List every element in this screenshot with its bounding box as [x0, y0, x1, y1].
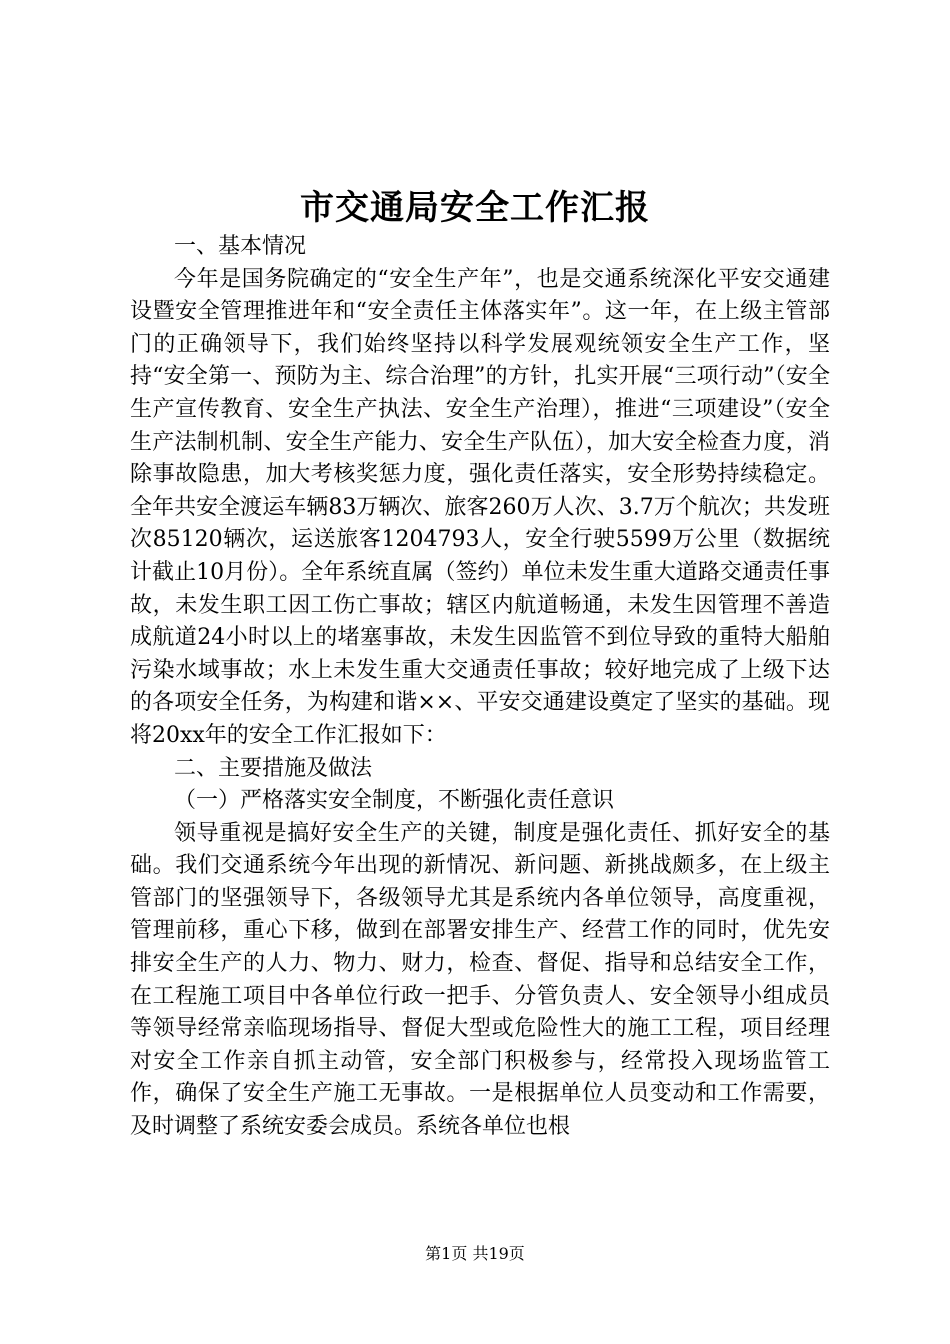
section-heading-main-measures: 二、主要措施及做法	[174, 755, 373, 781]
page-number-footer: 第1页 共19页	[425, 1244, 525, 1263]
subsection-heading: （一）严格落实安全制度，不断强化责任意识	[174, 788, 615, 814]
document-title: 市交通局安全工作汇报	[300, 188, 650, 228]
body-paragraph: 今年是国务院确定的“安全生产年”，也是交通系统深化平安交通建设暨安全管理推进年和“安全责任主体落实年”。这一年，在上级主管部门的正确领导下，我们始终坚持以科学发展观统领安全生产工作，坚持“安全第一、预防为主、综合治理”的方针，扎实开展“三项行动”（安全生产宣传教育、安全生产执法、安全生产治理），推进“三项建设”（安全生产法制机制、安全生产能力、安全生产队伍），加大安全检查力度，消除事故隐患，加大考核奖惩力度，强化责任落实，安全形势持续稳定。全年共安全渡运车辆83万辆次、旅客260万人次、3.7万个航次；共发班次85120辆次，运送旅客1204793人，安全行驶5599万公里（数据统计截止10月份）。全年系统直属（签约）单位未发生重大道路交通责任事故，未发生职工因工伤亡事故；辖区内航道畅通，未发生因管理不善造成航道24小时以上的堵塞事故，未发生因监管不到位导致的重特大船舶污染水域事故；水上未发生重大交通责任事故；较好地完成了上级下达的各项安全任务，为构建和谐××、平安交通建设奠定了坚实的基础。现将20xx年的安全工作汇报如下：	[130, 266, 830, 748]
body-paragraph: 领导重视是搞好安全生产的关键，制度是强化责任、抓好安全的基础。我们交通系统今年出现的新情况、新问题、新挑战颇多，在上级主管部门的坚强领导下，各级领导尤其是系统内各单位领导，高度重视，管理前移，重心下移，做到在部署安排生产、经营工作的同时，优先安排安全生产的人力、物力、财力，检查、督促、指导和总结安全工作，在工程施工项目中各单位行政一把手、分管负责人、安全领导小组成员等领导经常亲临现场指导、督促大型或危险性大的施工工程，项目经理对安全工作亲自抓主动管，安全部门积极参与，经常投入现场监管工作，确保了安全生产施工无事故。一是根据单位人员变动和工作需要，及时调整了系统安委会成员。系统各单位也根	[130, 820, 830, 1140]
document-body	[130, 231, 830, 1144]
section-heading-basic-situation: 一、基本情况	[174, 234, 307, 259]
